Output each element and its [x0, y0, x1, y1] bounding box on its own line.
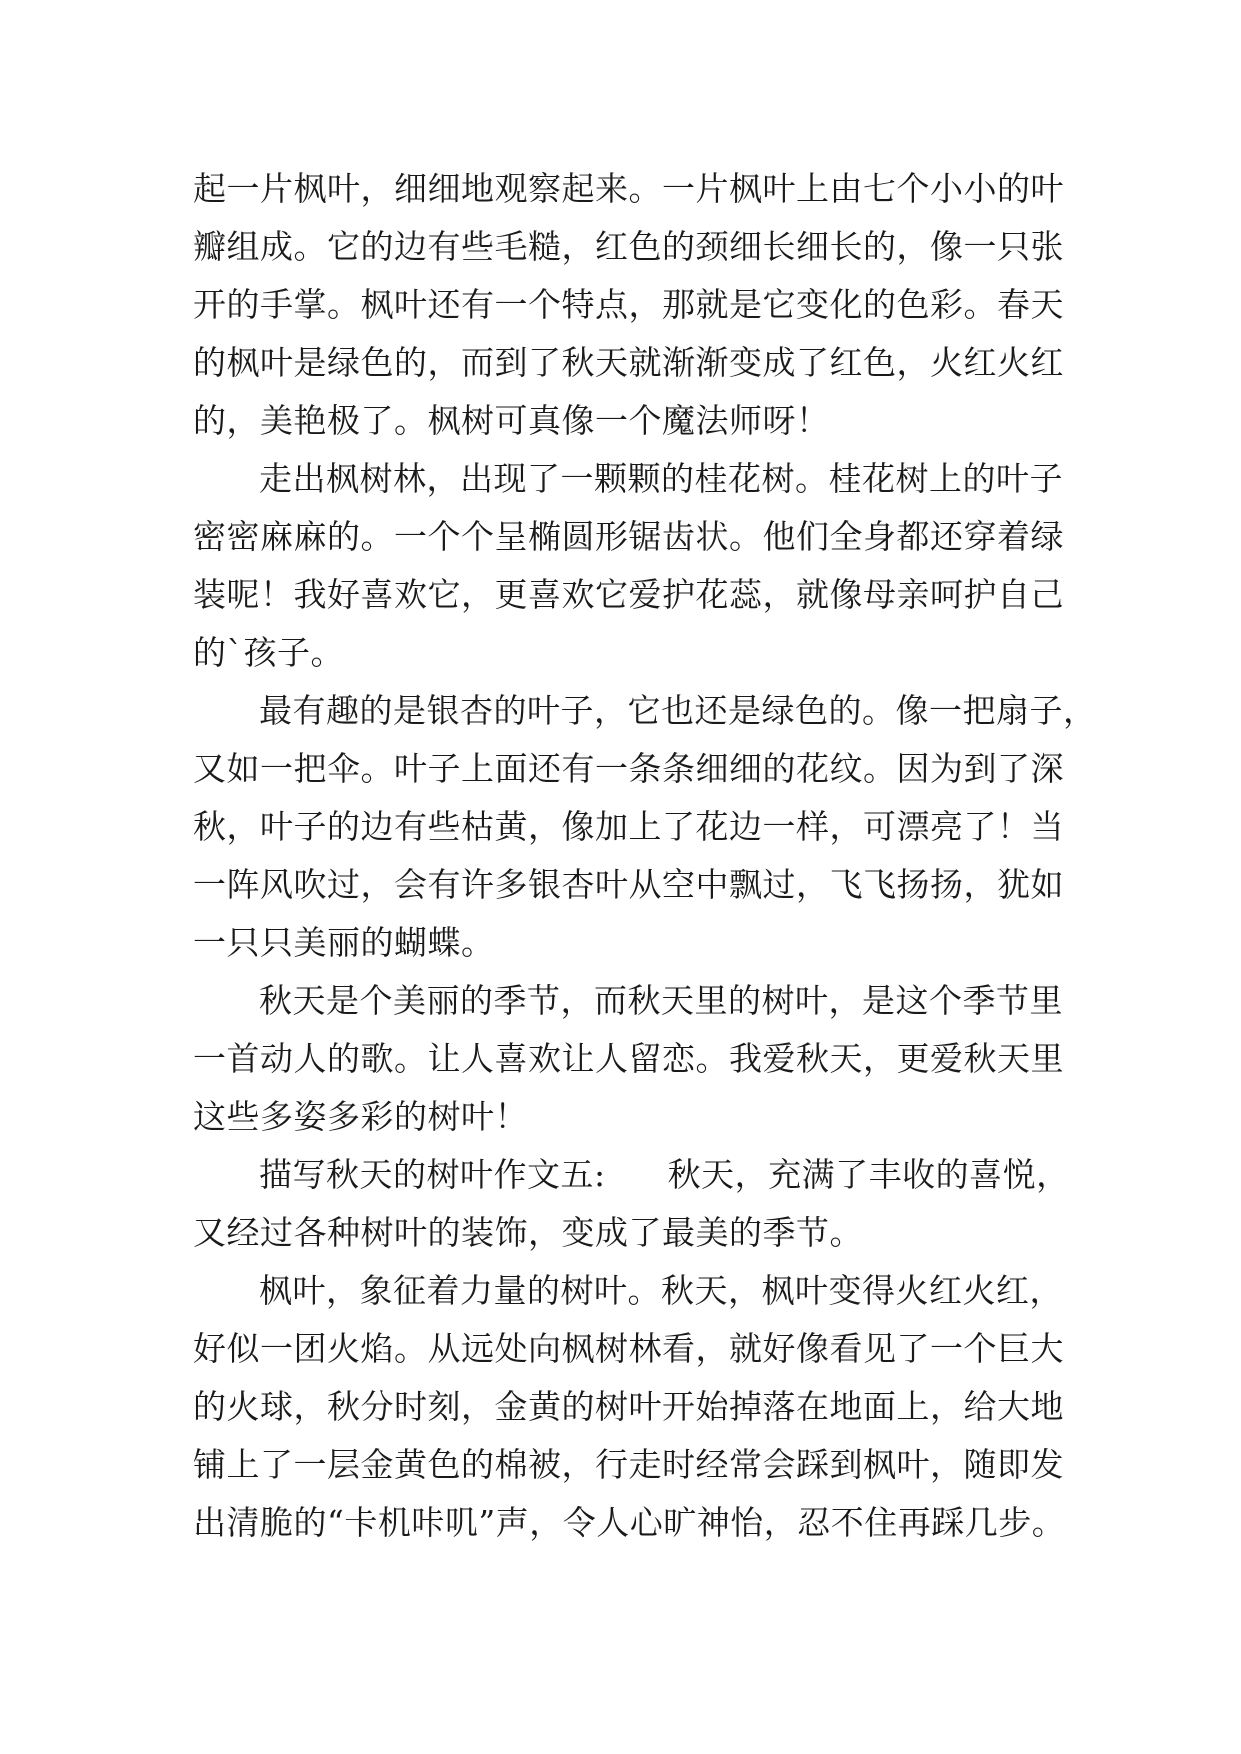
- section-heading: 描写秋天的树叶作文五:: [259, 1155, 606, 1194]
- text-line: 的`孩子。: [193, 633, 344, 672]
- text-line: 出清脆的“卡机咔叽”声，令人心旷神怡，忍不住再踩几步。: [193, 1503, 1066, 1542]
- text-span: 秋天，充满了丰收的喜悦，: [667, 1155, 1070, 1194]
- text-line: 的，美艳极了。枫树可真像一个魔法师呀！: [193, 401, 830, 440]
- paragraph-first-line: 秋天是个美丽的季节，而秋天里的树叶，是这个季节里: [259, 981, 1063, 1020]
- text-line: 的枫叶是绿色的，而到了秋天就渐渐变成了红色，火红火红: [193, 343, 1064, 382]
- section-heading-line: [193, 1146, 1070, 1204]
- text-line: 开的手掌。枫叶还有一个特点，那就是它变化的色彩。春天: [193, 285, 1064, 324]
- essay-body: [193, 160, 1097, 1552]
- text-line: 装呢！我好喜欢它，更喜欢它爱护花蕊，就像母亲呵护自己: [193, 575, 1064, 614]
- text-line: 好似一团火焰。从远处向枫树林看，就好像看见了一个巨大: [193, 1329, 1064, 1368]
- text-line: 瓣组成。它的边有些毛糙，红色的颈细长细长的，像一只张: [193, 227, 1064, 266]
- text-line: 密密麻麻的。一个个呈椭圆形锯齿状。他们全身都还穿着绿: [193, 517, 1064, 556]
- text-line: 又经过各种树叶的装饰，变成了最美的季节。: [193, 1213, 863, 1252]
- paragraph-first-line: 枫叶，象征着力量的树叶。秋天，枫叶变得火红火红，: [259, 1271, 1063, 1310]
- text-line: 铺上了一层金黄色的棉被，行走时经常会踩到枫叶，随即发: [193, 1445, 1064, 1484]
- text-line: 的火球，秋分时刻，金黄的树叶开始掉落在地面上，给大地: [193, 1387, 1064, 1426]
- text-line: 一首动人的歌。让人喜欢让人留恋。我爱秋天，更爱秋天里: [193, 1039, 1064, 1078]
- text-line: 起一片枫叶，细细地观察起来。一片枫叶上由七个小小的叶: [193, 169, 1064, 208]
- text-line: 这些多姿多彩的树叶！: [193, 1097, 528, 1136]
- text-line: 一只只美丽的蝴蝶。: [193, 923, 495, 962]
- text-line: 秋，叶子的边有些枯黄，像加上了花边一样，可漂亮了！当: [193, 807, 1064, 846]
- text-line: 一阵风吹过，会有许多银杏叶从空中飘过，飞飞扬扬，犹如: [193, 865, 1064, 904]
- paragraph-first-line: 最有趣的是银杏的叶子，它也还是绿色的。像一把扇子，: [259, 691, 1097, 730]
- text-line: 又如一把伞。叶子上面还有一条条细细的花纹。因为到了深: [193, 749, 1064, 788]
- paragraph-first-line: 走出枫树林，出现了一颗颗的桂花树。桂花树上的叶子: [259, 459, 1063, 498]
